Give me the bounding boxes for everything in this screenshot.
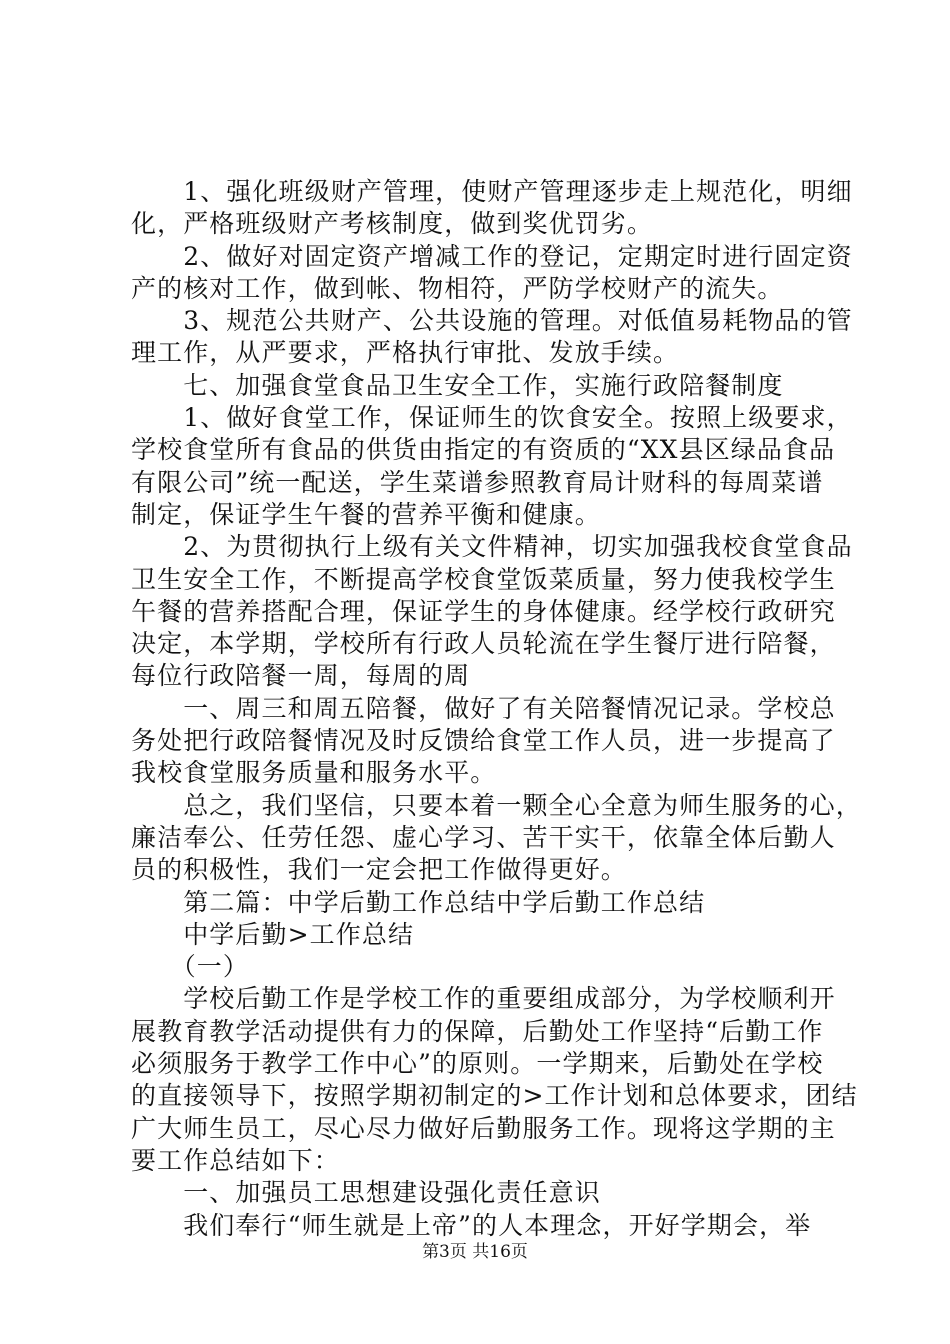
text-line: 我校食堂服务质量和服务水平。	[131, 758, 497, 788]
text-line: 员的积极性，我们一定会把工作做得更好。	[131, 855, 627, 885]
text-line: 展教育教学活动提供有力的保障，后勤处工作坚持“后勤工作	[131, 1016, 824, 1046]
text-line: 化，严格班级财产考核制度，做到奖优罚劣。	[131, 209, 654, 239]
part-number: （一）	[131, 952, 250, 982]
text-line: 理工作，从严要求，严格执行审批、发放手续。	[131, 338, 680, 368]
text-line: 1、强化班级财产管理，使财产管理逐步走上规范化，明细	[131, 177, 853, 206]
text-line: 的直接领导下，按照学期初制定的>工作计划和总体要求，团结	[131, 1081, 858, 1111]
text-line: 卫生安全工作，不断提高学校食堂饭菜质量，努力使我校学生	[131, 564, 836, 594]
text-line: 廉洁奉公、任劳任怨、虚心学习、苦干实干，依靠全体后勤人	[131, 822, 836, 852]
text-line: 1、做好食堂工作，保证师生的饮食安全。按照上级要求，	[131, 403, 853, 433]
text-line: 有限公司”统一配送，学生菜谱参照教育局计财科的每周菜谱	[131, 467, 824, 497]
text-line: 学校后勤工作是学校工作的重要组成部分，为学校顺利开	[131, 984, 836, 1014]
text-line: 学校食堂所有食品的供货由指定的有资质的“XX县区绿品食品	[131, 435, 836, 465]
chapter-heading-two: 第二篇：中学后勤工作总结中学后勤工作总结	[131, 887, 706, 917]
text-line: 决定，本学期，学校所有行政人员轮流在学生餐厅进行陪餐，	[131, 629, 836, 659]
text-line: 总之，我们坚信，只要本着一颗全心全意为师生服务的心，	[131, 790, 862, 820]
text-line: 要工作总结如下：	[131, 1145, 340, 1175]
text-line: 2、为贯彻执行上级有关文件精神，切实加强我校食堂食品	[131, 532, 853, 562]
text-line: 制定，保证学生午餐的营养平衡和健康。	[131, 499, 601, 529]
text-line: 广大师生员工，尽心尽力做好后勤服务工作。现将这学期的主	[131, 1113, 836, 1143]
document-body	[131, 176, 862, 1242]
subheading: 中学后勤>工作总结	[131, 919, 415, 949]
section-heading-one: 一、加强员工思想建设强化责任意识	[131, 1178, 601, 1208]
text-line: 产的核对工作，做到帐、物相符，严防学校财产的流失。	[131, 273, 784, 303]
text-line: 午餐的营养搭配合理，保证学生的身体健康。经学校行政研究	[131, 596, 836, 626]
section-heading-seven: 七、加强食堂食品卫生安全工作，实施行政陪餐制度	[131, 370, 784, 400]
page-footer: 第3页 共16页	[422, 1242, 528, 1262]
text-line: 一、周三和周五陪餐，做好了有关陪餐情况记录。学校总	[131, 693, 836, 723]
text-line: 必须服务于教学工作中心”的原则。一学期来，后勤处在学校	[131, 1049, 824, 1079]
text-line: 2、做好对固定资产增减工作的登记，定期定时进行固定资	[131, 241, 853, 271]
text-line: 3、规范公共财产、公共设施的管理。对低值易耗物品的管	[131, 306, 853, 336]
text-line: 务处把行政陪餐情况及时反馈给食堂工作人员，进一步提高了	[131, 726, 836, 756]
text-line: 每位行政陪餐一周，每周的周	[131, 661, 471, 691]
text-line: 我们奉行“师生就是上帝”的人本理念，开好学期会，举	[131, 1210, 812, 1240]
